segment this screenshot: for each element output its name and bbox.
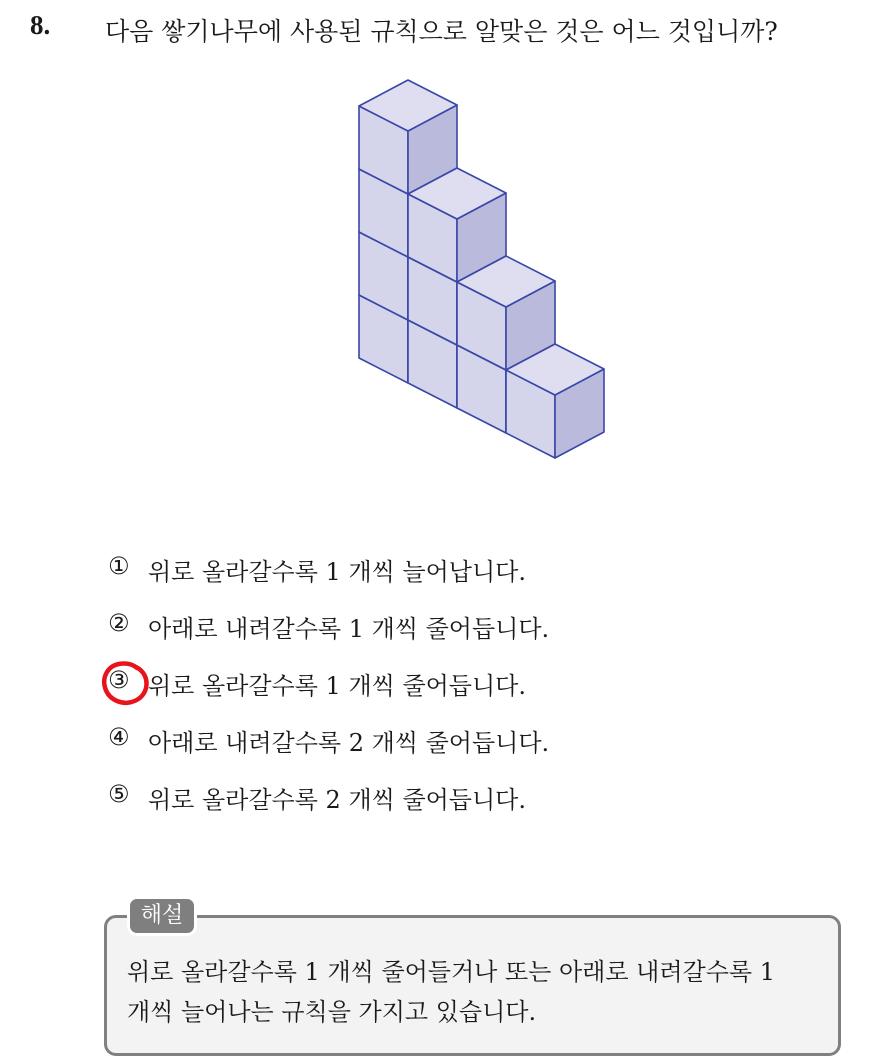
choice-5[interactable] [108, 780, 549, 837]
choice-text: 아래로 내려갈수록 1 개씩 줄어듭니다. [148, 615, 550, 643]
choice-text: 위로 올라갈수록 1 개씩 줄어듭니다. [148, 672, 526, 700]
choice-text: 위로 올라갈수록 1 개씩 늘어납니다. [148, 558, 526, 586]
choice-number: ② [108, 609, 130, 637]
explanation-line: 위로 올라갈수록 1 개씩 줄어들거나 또는 아래로 내려갈수록 1 [127, 958, 775, 986]
choice-text: 위로 올라갈수록 2 개씩 줄어듭니다. [148, 786, 526, 814]
choice-list [108, 552, 549, 837]
explanation-text [127, 952, 827, 1032]
choice-number: ① [108, 552, 130, 580]
choice-number: ④ [108, 723, 130, 751]
answer-circle-mark [101, 660, 153, 706]
stacked-cubes-figure [0, 0, 884, 520]
choice-number: ⑤ [108, 780, 130, 808]
question-number: 8. [30, 10, 51, 40]
choice-text: 아래로 내려갈수록 2 개씩 줄어듭니다. [148, 729, 550, 757]
choice-3[interactable] [108, 666, 549, 723]
choice-1[interactable] [108, 552, 549, 609]
explanation-line: 개씩 늘어나는 규칙을 가지고 있습니다. [127, 998, 537, 1026]
question-text: 다음 쌓기나무에 사용된 규칙으로 알맞은 것은 어느 것입니까? [105, 17, 778, 46]
choice-number: ③ [108, 666, 130, 694]
explanation-label: 해설 [127, 896, 197, 936]
choice-2[interactable] [108, 609, 549, 666]
choice-4[interactable] [108, 723, 549, 780]
